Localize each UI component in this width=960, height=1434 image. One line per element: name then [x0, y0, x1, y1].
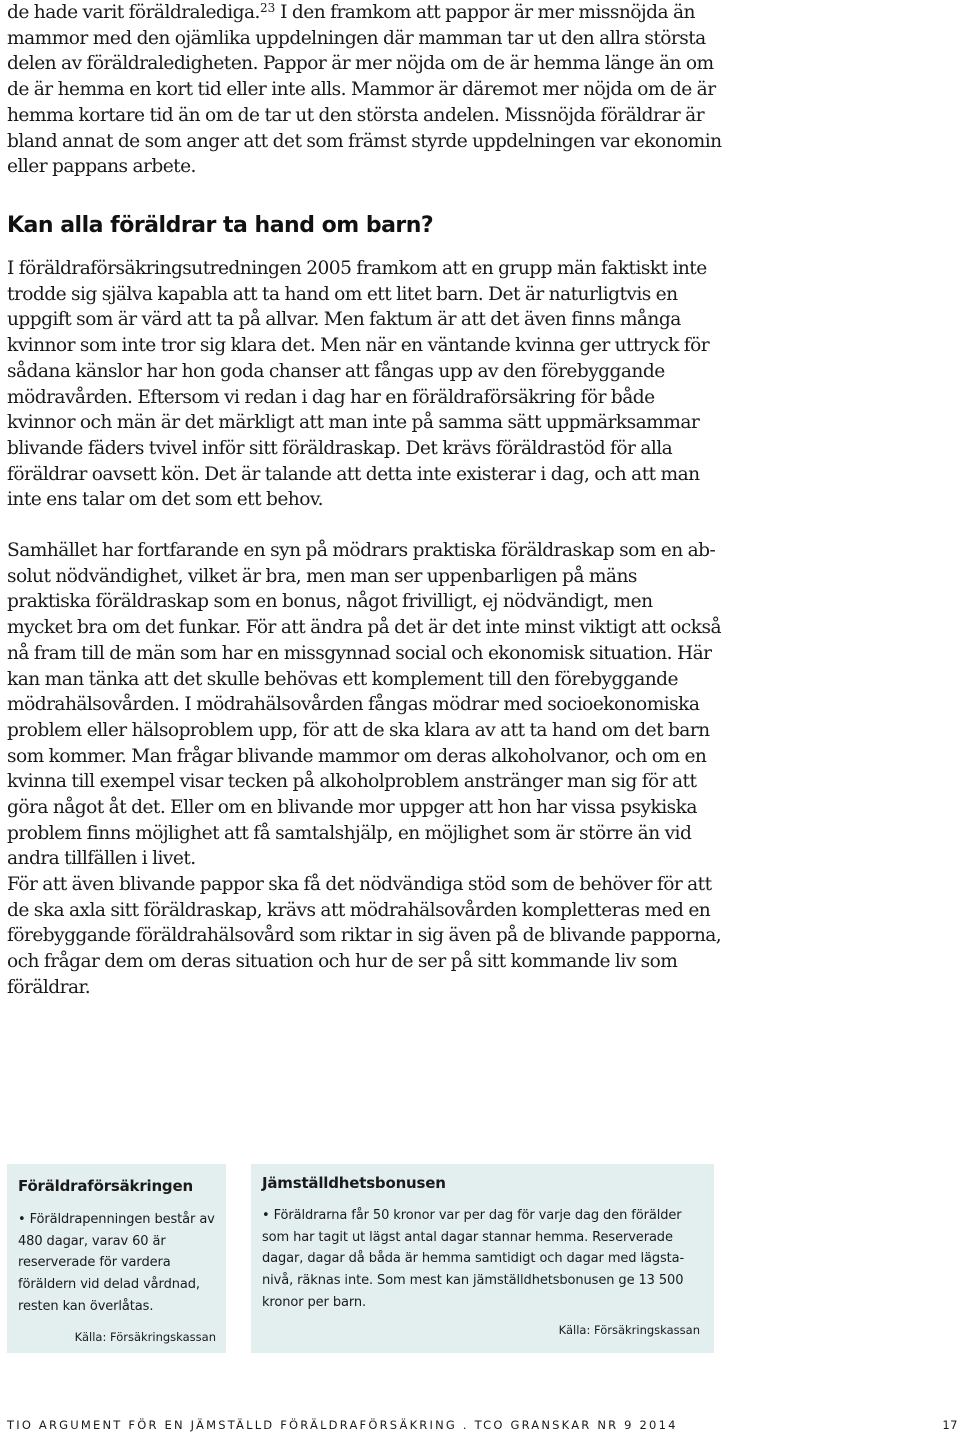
- factbox-title: Föräldraförsäkringen: [18, 1177, 193, 1195]
- body-paragraph-2: I föräldraförsäkringsutredningen 2005 framkom att en grupp män faktiskt inte trodde sig själva kapabla att ta hand om ett litet barn. Det är naturligtvis en uppgift som är värd att ta på allvar. Men faktum är att det även finns många kvinnor som inte tror sig klara det. Men när en väntande kvinna ger uttryck för sådana känslor har hon goda chanser att fångas upp av den förebyggande mödravården. Eftersom vi redan i dag har en föräldraförsäkring för både kvinnor och män är det märkligt att man inte på samma sätt uppmärksammar blivande fäders tvivel inför sitt föräldraskap. Det krävs föräldrastöd för alla föräldrar oavsett kön. Det är talande att detta inte existerar i dag, och att man inte ens talar om det som ett behov.: [7, 258, 710, 511]
- footnote-reference[interactable]: 23: [259, 1, 276, 15]
- factbox-bullet: • Föräldrapenningen består av 480 dagar, varav 60 är reserverade för vardera föräldern vid delad vårdnad, resten kan överlåtas.: [18, 1212, 215, 1314]
- section-heading: Kan alla föräldrar ta hand om barn?: [7, 213, 434, 238]
- factbox-source: Källa: Försäkringskassan: [74, 1329, 216, 1344]
- factbox-bullet: • Föräldrarna får 50 kronor var per dag för varje dag den förälder som har tagit ut lägst antal dagar stannar hemma. Reserverade dagar, dagar då båda är hemma samtidigt och dagar med lägstanivå, räknas inte. Som mest kan jämställdhetsbonusen ge 13 500 kronor per barn.: [262, 1208, 685, 1310]
- body-paragraph-1: [7, 0, 722, 180]
- page-number: 17: [942, 1418, 958, 1432]
- factbox-source: Källa: Försäkringskassan: [558, 1322, 700, 1337]
- page-footer: [7, 1418, 960, 1434]
- factbox-jamstalldhetsbonusen: [251, 1164, 714, 1353]
- paragraph-text-start: de hade varit föräldralediga.: [7, 2, 260, 23]
- body-paragraph-3: Samhället har fortfarande en syn på mödrars praktiska föräldraskap som en absolut nödvändighet, vilket är bra, men man ser uppenbarligen på mäns praktiska föräldraskap som en bonus, något frivilligt, ej nödvändigt, men mycket bra om det funkar. För att ändra på det är det inte minst viktigt att också nå fram till de män som har en missgynnad social och ekonomisk situation. Här kan man tänka att det skulle behövas ett komplement till den förebyggande mödrahälsovården. I mödrahälsovården fångas mödrar med socioekonomiska problem eller hälsoproblem upp, för att de ska klara av att ta hand om det barn som kommer. Man frågar blivande mammor om deras alkoholvanor, och om en kvinna till exempel visar tecken på alkoholproblem anstränger man sig för att göra något åt det. Eller om en blivande mor uppger att hon har vissa psykiska problem finns möjlighet att få samtalshjälp, en möjlighet som är större än vid andra tillfällen i livet.: [7, 540, 722, 870]
- footer-publication-title: TIO ARGUMENT FÖR EN JÄMSTÄLLD FÖRÄLDRAFÖRSÄKRING . TCO GRANSKAR NR 9 2014: [7, 1418, 678, 1432]
- factbox-title: Jämställdhetsbonusen: [262, 1174, 446, 1192]
- factbox-foraldraforsakringen: [7, 1164, 226, 1353]
- body-paragraph-4: För att även blivande pappor ska få det nödvändiga stöd som de behöver för att de ska axla sitt föräldraskap, krävs att mödrahälsovården kompletteras med en förebyggande föräldrahälsovård som riktar in sig även på de blivande papporna, och frågar dem om deras situation och hur de ser på sitt kommande liv som föräldrar.: [7, 874, 722, 998]
- paragraph-text-continued: I den framkom att pappor är mer missnöjda än mammor med den ojämlika uppdelningen där mamman tar ut den allra största delen av föräldraledigheten. Pappor är mer nöjda om de är hemma länge än om de är hemma en kort tid eller inte alls. Mammor är däremot mer nöjda om de är hemma kortare tid än om de tar ut den största andelen. Missnöjda föräldrar är bland annat de som anger att det som främst styrde uppdelningen var ekonomin eller pappans arbete.: [7, 2, 722, 178]
